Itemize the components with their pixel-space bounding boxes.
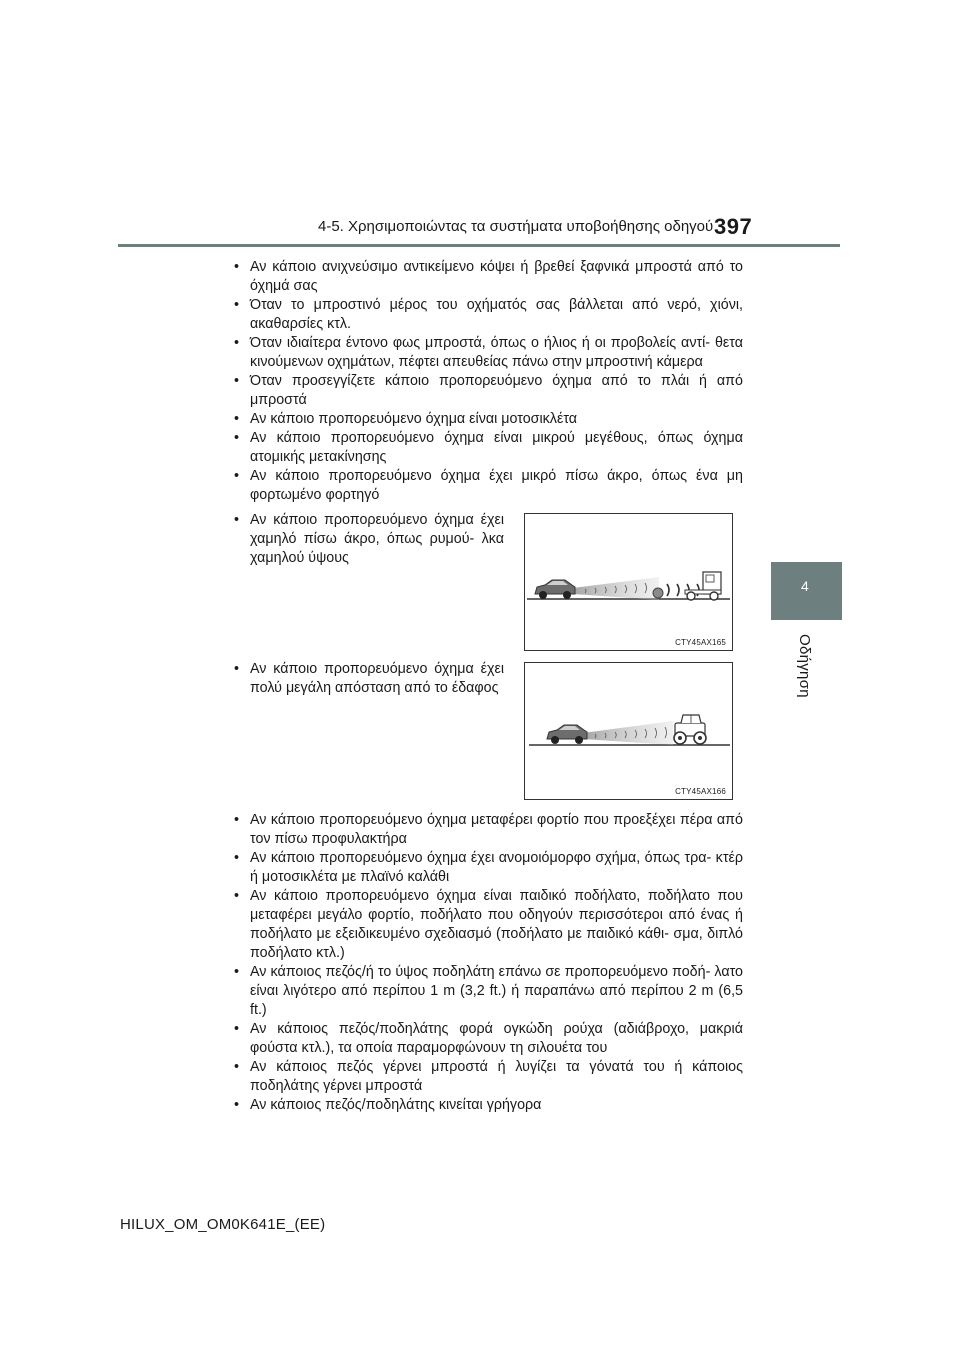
- list-item: • Αν κάποιο προπορευόμενο όχημα είναι μικρού μεγέθους, όπως όχημα ατομικής μετακίνησης: [232, 429, 743, 467]
- list-item: • Αν κάποιο προπορευόμενο όχημα είναι μοτοσικλέτα: [232, 410, 743, 429]
- list-item: • Αν κάποιο προπορευόμενο όχημα έχει πολύ μεγάλη απόσταση από το έδαφος: [232, 660, 504, 698]
- chapter-number: 4: [801, 578, 809, 594]
- list-item: • Αν κάποιο προπορευόμενο όχημα μεταφέρει φορτίο που προεξέχει πέρα από τον πίσω προφυλακτήρα: [232, 811, 743, 849]
- list-item: • Όταν προσεγγίζετε κάποιο προπορευόμενο όχημα από το πλάι ή από μπροστά: [232, 372, 743, 410]
- figure-code: CTY45AX166: [675, 787, 726, 796]
- list-item: • Αν κάποιο προπορευόμενο όχημα έχει ανομοιόμορφο σχήμα, όπως τρα- κτέρ ή μοτοσικλέτα με πλαϊνό καλάθι: [232, 849, 743, 887]
- section-title: 4-5. Χρησιμοποιώντας τα συστήματα υποβοήθησης οδηγού: [318, 218, 714, 235]
- header-divider: [118, 244, 840, 247]
- chapter-tab: [771, 562, 842, 620]
- list-item: • Αν κάποιο προπορευόμενο όχημα έχει μικρό πίσω άκρο, όπως ένα μη φορτωμένο φορτηγό: [232, 467, 743, 505]
- conditions-list-bottom: [232, 811, 743, 1115]
- figure-item-2: [232, 660, 504, 698]
- chapter-label: Οδήγηση: [796, 634, 813, 698]
- list-item: • Αν κάποιος πεζός/ή το ύψος ποδηλάτη επάνω σε προπορευόμενο ποδή- λατο είναι λιγότερο από περίπου 1 m (3,2 ft.) ή παραπάνω από περίπου 2 m (6,5 ft.): [232, 963, 743, 1020]
- figure-code: CTY45AX165: [675, 638, 726, 647]
- document-code: HILUX_OM_OM0K641E_(EE): [120, 1216, 326, 1233]
- list-item: • Αν κάποιος πεζός/ποδηλάτης κινείται γρήγορα: [232, 1096, 743, 1115]
- figure-low-trailer: [524, 513, 733, 651]
- car-sensing-low-trailer-illustration: [525, 514, 732, 650]
- car-sensing-high-clearance-vehicle-illustration: [525, 663, 732, 799]
- figure-high-clearance: [524, 662, 733, 800]
- conditions-list-top: [232, 258, 743, 505]
- list-item: • Αν κάποιο προπορευόμενο όχημα έχει χαμηλό πίσω άκρο, όπως ρυμού- λκα χαμηλού ύψους: [232, 511, 504, 568]
- list-item: • Αν κάποιο προπορευόμενο όχημα είναι παιδικό ποδήλατο, ποδήλατο που μεταφέρει μεγάλο φορτίο, ποδήλατο που οδηγούν περισσότεροι από ένας ή ποδήλατο με εξειδικευμένο σχεδιασμό (ποδήλατο με παιδικό κάθι- σμα, διπλό ποδήλατο κτλ.): [232, 887, 743, 963]
- list-item: • Αν κάποιο ανιχνεύσιμο αντικείμενο κόψει ή βρεθεί ξαφνικά μπροστά από το όχημά σας: [232, 258, 743, 296]
- list-item: • Όταν το μπροστινό μέρος του οχήματός σας βάλλεται από νερό, χιόνι, ακαθαρσίες κτλ.: [232, 296, 743, 334]
- list-item: • Όταν ιδιαίτερα έντονο φως μπροστά, όπως ο ήλιος ή οι προβολείς αντί- θετα κινούμενων οχημάτων, πέφτει απευθείας πάνω στην μπροστινή κάμερα: [232, 334, 743, 372]
- list-item: • Αν κάποιος πεζός/ποδηλάτης φορά ογκώδη ρούχα (αδιάβροχο, μακριά φούστα κτλ.), τα οποία παραμορφώνουν τη σιλουέτα του: [232, 1020, 743, 1058]
- list-item: • Αν κάποιος πεζός γέρνει μπροστά ή λυγίζει τα γόνατά του ή κάποιος ποδηλάτης γέρνει μπροστά: [232, 1058, 743, 1096]
- figure-item-1: [232, 511, 504, 568]
- page-number: 397: [714, 214, 753, 239]
